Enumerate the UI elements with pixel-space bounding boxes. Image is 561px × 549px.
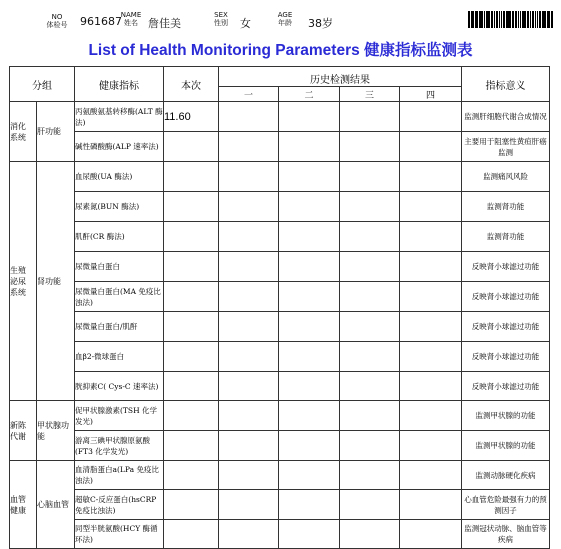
barcode-bar — [551, 11, 552, 28]
system-cell: 血管 健康 — [10, 461, 37, 549]
meaning-cell: 反映肾小球滤过功能 — [462, 252, 550, 282]
history-value-cell — [279, 520, 340, 549]
current-value-cell — [164, 312, 219, 342]
indicator-cell: 同型半胱氨酸(HCY 酶循环法) — [75, 520, 164, 549]
no-label: NO 体检号 — [46, 13, 68, 29]
barcode-image — [468, 11, 554, 28]
system-cell: 生殖 泌尿 系统 — [10, 162, 37, 401]
history-value-cell — [340, 192, 400, 222]
history-value-cell — [279, 401, 340, 431]
history-col-4: 四 — [400, 87, 462, 102]
current-value-cell — [164, 342, 219, 372]
meaning-cell: 反映肾小球滤过功能 — [462, 312, 550, 342]
indicator-cell: 肌酐(CR 酶法) — [75, 222, 164, 252]
name-label: NAME 姓名 — [120, 11, 142, 27]
page-title: List of Health Monitoring Parameters 健康指标监测表 — [88, 42, 473, 59]
barcode-bar — [525, 11, 526, 28]
indicator-cell: 碱性磷酸酶(ALP 速率法) — [75, 132, 164, 162]
meaning-cell: 反映肾小球滤过功能 — [462, 282, 550, 312]
meaning-cell: 监测甲状腺的功能 — [462, 431, 550, 461]
history-value-cell — [400, 282, 462, 312]
table-row — [10, 102, 550, 132]
history-value-cell — [219, 162, 279, 192]
current-value-cell — [164, 282, 219, 312]
indicator-cell: 超敏C-反应蛋白(hsCRP 免疫比浊法) — [75, 490, 164, 520]
barcode-bar — [535, 11, 537, 28]
indicator-cell: 血清脂蛋白a(LPa 免疫比浊法) — [75, 461, 164, 490]
table-row — [10, 162, 550, 192]
barcode-bar — [484, 11, 485, 28]
history-value-cell — [279, 461, 340, 490]
history-value-cell — [219, 342, 279, 372]
history-value-cell — [400, 102, 462, 132]
table-row — [10, 222, 550, 252]
system-cell: 新陈 代谢 — [10, 401, 37, 461]
col-header-indicator: 健康指标 — [75, 67, 164, 102]
current-value-cell: 11.60 — [164, 102, 219, 132]
table-row — [10, 490, 550, 520]
history-value-cell — [219, 102, 279, 132]
history-value-cell — [400, 312, 462, 342]
health-parameters-table — [9, 66, 550, 549]
table-row — [10, 372, 550, 401]
indicator-cell: 胱抑素C( Cys-C 速率法) — [75, 372, 164, 401]
meaning-cell: 反映肾小球滤过功能 — [462, 372, 550, 401]
barcode-bar — [530, 11, 532, 28]
history-value-cell — [340, 162, 400, 192]
history-value-cell — [400, 431, 462, 461]
history-value-cell — [219, 520, 279, 549]
history-value-cell — [400, 401, 462, 431]
history-value-cell — [219, 431, 279, 461]
history-value-cell — [400, 342, 462, 372]
history-value-cell — [219, 222, 279, 252]
history-value-cell — [340, 222, 400, 252]
history-value-cell — [400, 132, 462, 162]
meaning-cell: 监测肾功能 — [462, 222, 550, 252]
current-value-cell — [164, 461, 219, 490]
indicator-cell: 血尿酸(UA 酶法) — [75, 162, 164, 192]
current-value-cell — [164, 222, 219, 252]
indicator-cell: 丙氨酸氨基转移酶(ALT 酶法) — [75, 102, 164, 132]
sex-value: 女 — [240, 17, 251, 30]
function-cell: 肾功能 — [37, 162, 75, 401]
history-value-cell — [400, 372, 462, 401]
history-col-3: 三 — [340, 87, 400, 102]
history-value-cell — [279, 252, 340, 282]
table-row — [10, 401, 550, 431]
history-value-cell — [279, 342, 340, 372]
history-value-cell — [279, 132, 340, 162]
table-row — [10, 461, 550, 490]
barcode-bar — [488, 11, 490, 28]
col-header-group: 分组 — [10, 67, 75, 102]
history-value-cell — [219, 132, 279, 162]
current-value-cell — [164, 192, 219, 222]
col-header-history: 历史检测结果 — [219, 67, 462, 87]
table-row — [10, 520, 550, 549]
meaning-cell: 反映肾小球滤过功能 — [462, 342, 550, 372]
barcode-bar — [479, 11, 480, 28]
history-value-cell — [340, 401, 400, 431]
history-value-cell — [279, 312, 340, 342]
history-col-2: 二 — [279, 87, 340, 102]
history-value-cell — [279, 431, 340, 461]
history-value-cell — [219, 461, 279, 490]
history-value-cell — [340, 520, 400, 549]
history-value-cell — [279, 162, 340, 192]
barcode-bar — [473, 11, 474, 28]
history-value-cell — [219, 490, 279, 520]
barcode-bar — [499, 11, 501, 28]
history-value-cell — [219, 372, 279, 401]
indicator-cell: 血β2-微球蛋白 — [75, 342, 164, 372]
barcode-bar — [509, 11, 511, 28]
function-cell: 甲状腺功 能 — [37, 401, 75, 461]
meaning-cell: 心血管危险最强有力的预测因子 — [462, 490, 550, 520]
indicator-cell: 尿微量白蛋白/肌酐 — [75, 312, 164, 342]
age-label: AGE 年龄 — [277, 11, 293, 27]
indicator-cell: 尿微量白蛋白 — [75, 252, 164, 282]
history-value-cell — [279, 192, 340, 222]
barcode-bar — [545, 11, 546, 28]
no-value: 961687 — [80, 15, 122, 28]
history-value-cell — [340, 342, 400, 372]
history-value-cell — [340, 102, 400, 132]
indicator-cell: 促甲状腺激素(TSH 化学发光) — [75, 401, 164, 431]
history-value-cell — [340, 252, 400, 282]
name-value: 詹佳美 — [148, 17, 181, 30]
barcode-bar — [504, 11, 505, 28]
current-value-cell — [164, 252, 219, 282]
barcode-bar — [520, 11, 521, 28]
current-value-cell — [164, 520, 219, 549]
history-value-cell — [340, 312, 400, 342]
table-row — [10, 192, 550, 222]
history-value-cell — [400, 192, 462, 222]
table-row — [10, 132, 550, 162]
indicator-cell: 尿微量白蛋白(MA 免疫比浊法) — [75, 282, 164, 312]
indicator-cell: 游离三碘甲状腺原氨酸(FT3 化学发光) — [75, 431, 164, 461]
history-value-cell — [219, 252, 279, 282]
indicator-cell: 尿素氮(BUN 酶法) — [75, 192, 164, 222]
history-value-cell — [219, 312, 279, 342]
current-value-cell — [164, 431, 219, 461]
barcode-bar — [515, 11, 516, 28]
barcode-bar — [540, 11, 541, 28]
meaning-cell: 监测甲状腺的功能 — [462, 401, 550, 431]
history-value-cell — [400, 252, 462, 282]
history-value-cell — [400, 461, 462, 490]
history-value-cell — [340, 490, 400, 520]
col-header-meaning: 指标意义 — [462, 67, 550, 102]
function-cell: 心脑血管 — [37, 461, 75, 549]
age-value: 38岁 — [308, 17, 333, 30]
function-cell: 肝功能 — [37, 102, 75, 162]
current-value-cell — [164, 132, 219, 162]
history-value-cell — [340, 461, 400, 490]
history-value-cell — [279, 490, 340, 520]
table-row — [10, 252, 550, 282]
history-value-cell — [400, 222, 462, 252]
history-value-cell — [279, 222, 340, 252]
history-value-cell — [340, 132, 400, 162]
current-value-cell — [164, 372, 219, 401]
meaning-cell: 监测肾功能 — [462, 192, 550, 222]
patient-info-header — [0, 6, 561, 36]
barcode-bar — [468, 11, 470, 28]
history-value-cell — [219, 192, 279, 222]
table-row — [10, 431, 550, 461]
history-value-cell — [340, 431, 400, 461]
sex-label: SEX 性别 — [214, 11, 228, 27]
table-row — [10, 312, 550, 342]
system-cell: 消化 系统 — [10, 102, 37, 162]
history-value-cell — [279, 102, 340, 132]
meaning-cell: 监测冠状动脉、脑血管等疾病 — [462, 520, 550, 549]
history-col-1: 一 — [219, 87, 279, 102]
history-value-cell — [340, 282, 400, 312]
history-value-cell — [400, 520, 462, 549]
table-row — [10, 282, 550, 312]
col-header-current: 本次 — [164, 67, 219, 102]
barcode-bar — [552, 11, 553, 28]
meaning-cell: 监测痛风风险 — [462, 162, 550, 192]
meaning-cell: 主要用于阻塞性黄疸肝癌监测 — [462, 132, 550, 162]
current-value-cell — [164, 490, 219, 520]
history-value-cell — [279, 372, 340, 401]
history-value-cell — [279, 282, 340, 312]
history-value-cell — [340, 372, 400, 401]
history-value-cell — [219, 401, 279, 431]
current-value-cell — [164, 162, 219, 192]
meaning-cell: 监测动脉硬化疾病 — [462, 461, 550, 490]
current-value-cell — [164, 401, 219, 431]
history-value-cell — [219, 282, 279, 312]
barcode-bar — [494, 11, 496, 28]
history-value-cell — [400, 490, 462, 520]
meaning-cell: 监测肝细胞代谢合成情况 — [462, 102, 550, 132]
history-value-cell — [400, 162, 462, 192]
table-row — [10, 342, 550, 372]
